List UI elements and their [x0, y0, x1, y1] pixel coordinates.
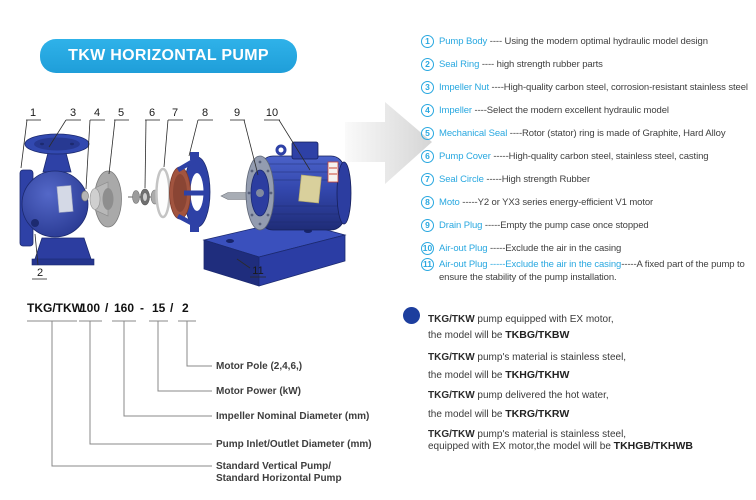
part-name: Air-out Plug [439, 243, 488, 254]
callout-8: 8 [201, 107, 209, 119]
parts-list [421, 33, 755, 288]
motor-part [246, 142, 351, 230]
variant-text: the model will be [428, 370, 506, 381]
part-description: -----Empty the pump case once stopped [482, 220, 649, 231]
circled-number: 6 [421, 150, 434, 163]
variant-line [428, 329, 569, 341]
callout-1: 1 [29, 107, 37, 119]
part-description: -----High-quality carbon steel, stainless steel, casting [490, 151, 709, 162]
model-segment-impeller: 160 [114, 301, 135, 315]
pump-exploded-diagram [8, 92, 438, 297]
callout-3: 3 [69, 107, 77, 119]
circled-number: 2 [421, 58, 434, 71]
callout-2: 2 [36, 267, 44, 279]
page-title: TKW HORIZONTAL PUMP [68, 47, 269, 64]
variant-line [428, 313, 614, 325]
model-segment-inlet: 100 [80, 301, 101, 315]
model-segment-series: TKG/TKW [27, 301, 83, 315]
list-item [421, 258, 755, 284]
circled-number: 4 [421, 104, 434, 117]
variant-text: the model will be [428, 330, 506, 341]
model-code: TKHGB/TKHWB [613, 440, 693, 452]
circled-number: 7 [421, 173, 434, 186]
seal-circle-part [157, 169, 170, 217]
list-item [421, 35, 755, 48]
model-separator: / [170, 301, 174, 315]
part-description: -----Y2 or YX3 series energy-efficient V1 motor [459, 197, 654, 208]
label-impeller-diameter: Impeller Nominal Diameter (mm) [216, 411, 370, 422]
part-description: ----Rotor (stator) ring is made of Graphite, Hard Alloy [507, 128, 726, 139]
model-series: TKG/TKW [428, 429, 475, 440]
part-description: -----A fixed part of the pump to ensure the stability of the pump installation. [439, 259, 745, 283]
part-name: Impeller Nut [439, 82, 490, 93]
bullet-dot [403, 307, 420, 324]
impeller-nut-part [82, 191, 89, 201]
model-series: TKG/TKW [428, 390, 475, 401]
variant-text: the model will be [428, 409, 506, 420]
label-motor-power: Motor Power (kW) [216, 386, 301, 397]
model-tree-lines [27, 321, 212, 466]
circled-number: 9 [421, 219, 434, 232]
part-name: Seal Ring [439, 59, 480, 70]
model-series: TKG/TKW [428, 314, 475, 325]
callout-7: 7 [171, 107, 179, 119]
arrow-right-icon [345, 102, 432, 184]
part-description: -----Exclude the air in the casing [487, 243, 622, 254]
label-standard-vertical: Standard Vertical Pump/ [216, 461, 332, 472]
list-item [421, 127, 755, 140]
model-separator: - [140, 301, 144, 315]
label-inlet-outlet: Pump Inlet/Outlet Diameter (mm) [216, 439, 372, 450]
variant-text: pump delivered the hot water, [474, 390, 609, 401]
part-description: ----High-quality carbon steel, corrosion-resistant stainless steel [489, 82, 748, 93]
circled-number: 1 [421, 35, 434, 48]
part-name: Seal Circle [439, 174, 484, 185]
variant-line [428, 428, 626, 440]
variant-text: equipped with EX motor,the model will be [428, 441, 614, 452]
model-code: TKBG/TKBW [505, 329, 570, 341]
list-item [421, 242, 755, 255]
impeller-part [90, 171, 122, 227]
variant-text: pump equipped with EX motor, [474, 314, 614, 325]
variant-line [428, 351, 626, 363]
model-code-breakdown [0, 290, 400, 500]
variant-text: pump's material is stainless steel, [474, 352, 627, 363]
list-item [421, 150, 755, 163]
circled-number: 3 [421, 81, 434, 94]
callout-5: 5 [117, 107, 125, 119]
circled-number: 5 [421, 127, 434, 140]
part-name: Mechanical Seal [439, 128, 508, 139]
variant-line [428, 389, 609, 401]
list-item [421, 196, 755, 209]
variant-line [428, 408, 569, 420]
list-item [421, 81, 755, 94]
list-item [421, 104, 755, 117]
model-separator: / [105, 301, 109, 315]
part-name: Moto [439, 197, 460, 208]
callout-10: 10 [265, 107, 279, 119]
part-description: -----High strength Rubber [483, 174, 591, 185]
callout-4: 4 [93, 107, 101, 119]
circled-number: 11 [423, 259, 432, 269]
part-description: ---- high strength rubber parts [479, 59, 603, 70]
model-code-segments [27, 301, 189, 315]
label-motor-pole: Motor Pole (2,4,6,) [216, 361, 303, 372]
part-name: Pump Body [439, 36, 488, 47]
title-banner [40, 39, 297, 73]
part-description: ----Select the modern excellent hydraulic model [472, 105, 669, 116]
callout-6: 6 [148, 107, 156, 119]
list-item [421, 58, 755, 71]
part-name: Drain Plug [439, 220, 483, 231]
part-name: Pump Cover [439, 151, 491, 162]
model-tree-labels [216, 361, 372, 484]
circled-number: 10 [422, 243, 433, 253]
list-item [421, 173, 755, 186]
callout-9: 9 [233, 107, 241, 119]
part-description: ---- Using the modern optimal hydraulic model design [487, 36, 708, 47]
list-item [421, 219, 755, 232]
mechanical-seal-part [128, 189, 159, 205]
model-series: TKG/TKW [428, 352, 475, 363]
part-name: Impeller [439, 105, 472, 116]
model-code: TKHG/TKHW [505, 369, 570, 381]
part-name: Air-out Plug -----Exclude the air in the casing [439, 259, 622, 270]
variant-text: pump's material is stainless steel, [474, 429, 627, 440]
pump-cover-part [170, 152, 211, 232]
model-code: TKRG/TKRW [505, 408, 570, 420]
model-segment-pole: 2 [182, 301, 189, 315]
label-standard-horizontal: Standard Horizontal Pump [216, 473, 342, 484]
circled-number: 8 [421, 196, 434, 209]
variant-line [428, 440, 693, 452]
callout-11: 11 [252, 265, 264, 277]
model-segment-power: 15 [152, 301, 166, 315]
variant-line [428, 369, 569, 381]
